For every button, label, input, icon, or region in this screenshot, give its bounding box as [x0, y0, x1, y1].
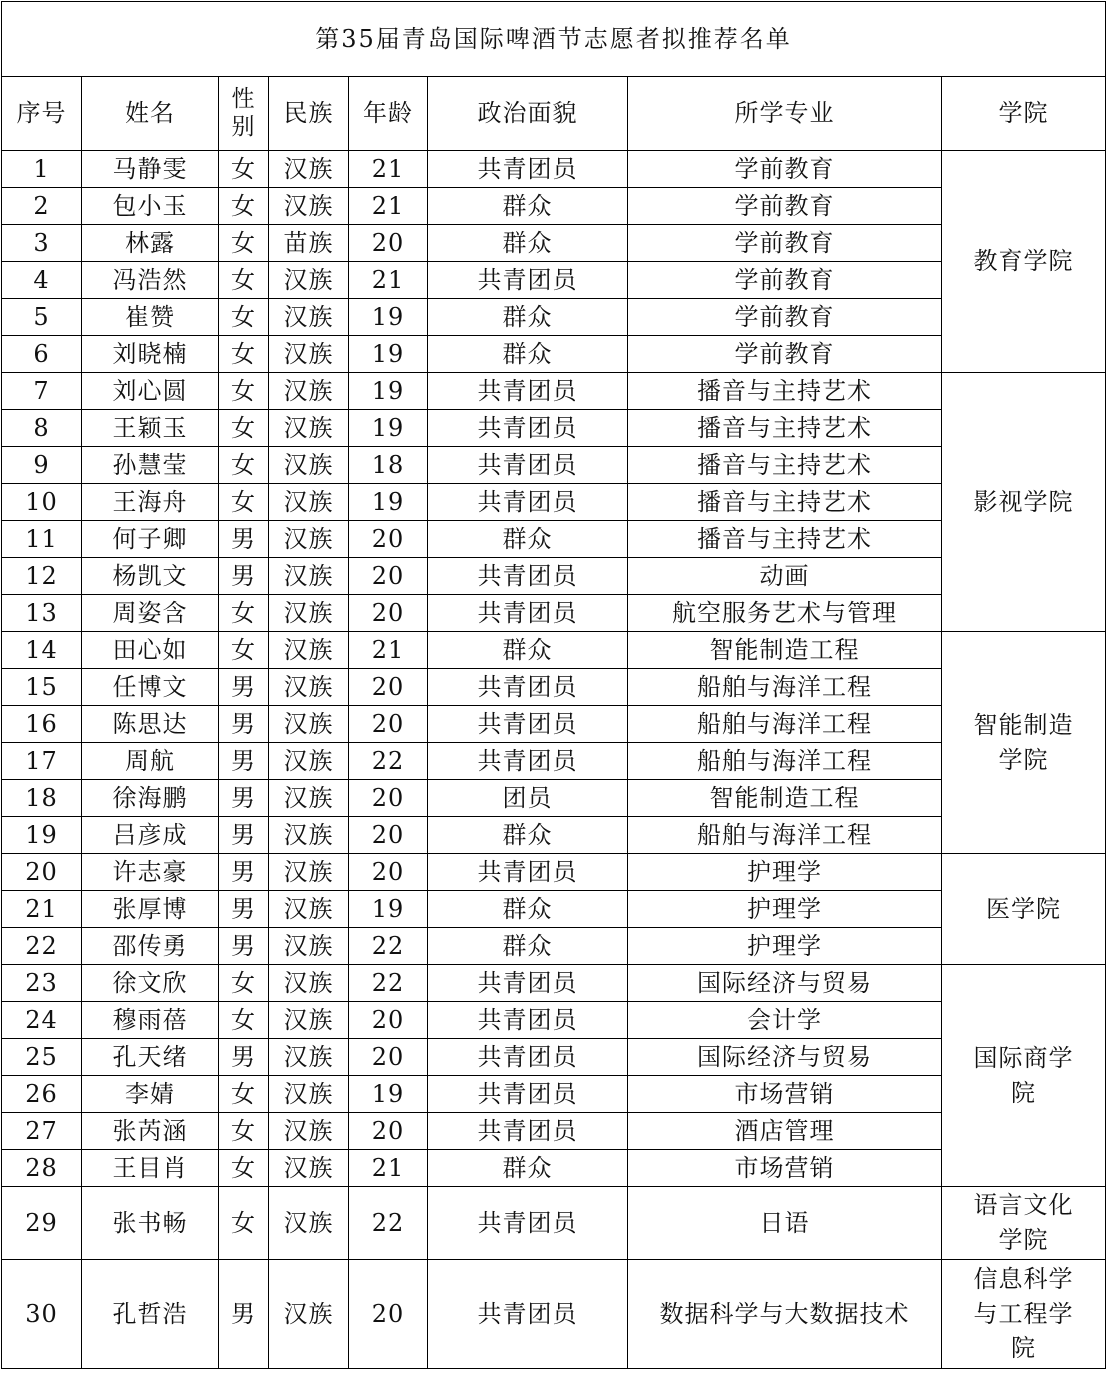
table-row [2, 299, 1106, 336]
cell-age: 22 [349, 743, 428, 780]
cell-political-status: 群众 [428, 891, 628, 928]
cell-major: 会计学 [628, 1002, 942, 1039]
cell-political-status: 群众 [428, 336, 628, 373]
cell-ethnicity: 汉族 [269, 1150, 349, 1187]
cell-number: 11 [2, 521, 82, 558]
cell-age: 20 [349, 854, 428, 891]
cell-political-status: 共青团员 [428, 595, 628, 632]
cell-age: 22 [349, 965, 428, 1002]
cell-age: 19 [349, 891, 428, 928]
cell-major: 播音与主持艺术 [628, 410, 942, 447]
cell-major: 播音与主持艺术 [628, 484, 942, 521]
cell-gender: 男 [219, 1039, 269, 1076]
cell-ethnicity: 汉族 [269, 780, 349, 817]
cell-major: 学前教育 [628, 225, 942, 262]
table-row [2, 262, 1106, 299]
cell-political-status: 群众 [428, 299, 628, 336]
cell-political-status: 共青团员 [428, 965, 628, 1002]
header-number: 序号 [2, 77, 82, 151]
cell-gender: 女 [219, 373, 269, 410]
cell-ethnicity: 汉族 [269, 1039, 349, 1076]
cell-number: 12 [2, 558, 82, 595]
table-row [2, 151, 1106, 188]
cell-college: 信息科学 与工程学 院 [942, 1260, 1106, 1369]
cell-gender: 男 [219, 780, 269, 817]
cell-name: 穆雨蓓 [82, 1002, 219, 1039]
cell-number: 17 [2, 743, 82, 780]
table-row [2, 706, 1106, 743]
cell-major: 动画 [628, 558, 942, 595]
table-row [2, 743, 1106, 780]
table-row [2, 854, 1106, 891]
volunteer-list-table [1, 1, 1106, 1369]
cell-gender: 女 [219, 262, 269, 299]
cell-major: 智能制造工程 [628, 780, 942, 817]
cell-political-status: 共青团员 [428, 410, 628, 447]
cell-name: 王颖玉 [82, 410, 219, 447]
cell-ethnicity: 苗族 [269, 225, 349, 262]
cell-number: 15 [2, 669, 82, 706]
cell-political-status: 共青团员 [428, 373, 628, 410]
cell-name: 王海舟 [82, 484, 219, 521]
table-row [2, 595, 1106, 632]
header-row [2, 77, 1106, 151]
cell-ethnicity: 汉族 [269, 669, 349, 706]
cell-political-status: 共青团员 [428, 1260, 628, 1369]
cell-name: 徐海鹏 [82, 780, 219, 817]
table-row [2, 1187, 1106, 1260]
cell-age: 20 [349, 225, 428, 262]
cell-age: 21 [349, 188, 428, 225]
cell-age: 20 [349, 1039, 428, 1076]
cell-name: 邵传勇 [82, 928, 219, 965]
cell-age: 19 [349, 336, 428, 373]
cell-gender: 男 [219, 669, 269, 706]
cell-gender: 男 [219, 521, 269, 558]
header-political-status: 政治面貌 [428, 77, 628, 151]
cell-college: 国际商学 院 [942, 965, 1106, 1187]
cell-number: 9 [2, 447, 82, 484]
cell-name: 任博文 [82, 669, 219, 706]
cell-name: 徐文欣 [82, 965, 219, 1002]
cell-gender: 女 [219, 1187, 269, 1260]
cell-ethnicity: 汉族 [269, 743, 349, 780]
cell-name: 孔天绪 [82, 1039, 219, 1076]
cell-gender: 女 [219, 447, 269, 484]
cell-college: 语言文化 学院 [942, 1187, 1106, 1260]
table-row [2, 632, 1106, 669]
table-row [2, 1113, 1106, 1150]
cell-major: 船舶与海洋工程 [628, 743, 942, 780]
cell-gender: 女 [219, 188, 269, 225]
cell-age: 20 [349, 1002, 428, 1039]
cell-age: 19 [349, 1076, 428, 1113]
cell-age: 21 [349, 262, 428, 299]
cell-number: 23 [2, 965, 82, 1002]
cell-gender: 女 [219, 595, 269, 632]
table-row [2, 669, 1106, 706]
cell-gender: 男 [219, 891, 269, 928]
cell-gender: 女 [219, 151, 269, 188]
cell-major: 智能制造工程 [628, 632, 942, 669]
cell-number: 29 [2, 1187, 82, 1260]
cell-name: 何子卿 [82, 521, 219, 558]
cell-name: 周姿含 [82, 595, 219, 632]
cell-ethnicity: 汉族 [269, 336, 349, 373]
cell-number: 3 [2, 225, 82, 262]
cell-name: 吕彦成 [82, 817, 219, 854]
header-major: 所学专业 [628, 77, 942, 151]
header-age: 年龄 [349, 77, 428, 151]
cell-number: 7 [2, 373, 82, 410]
cell-age: 20 [349, 1260, 428, 1369]
cell-college: 影视学院 [942, 373, 1106, 632]
cell-political-status: 群众 [428, 632, 628, 669]
cell-gender: 女 [219, 1076, 269, 1113]
cell-political-status: 共青团员 [428, 151, 628, 188]
cell-gender: 男 [219, 817, 269, 854]
table-row [2, 336, 1106, 373]
cell-political-status: 群众 [428, 928, 628, 965]
cell-name: 林露 [82, 225, 219, 262]
table-row [2, 928, 1106, 965]
cell-age: 19 [349, 410, 428, 447]
cell-ethnicity: 汉族 [269, 1113, 349, 1150]
cell-political-status: 群众 [428, 1150, 628, 1187]
table-row [2, 521, 1106, 558]
cell-major: 船舶与海洋工程 [628, 706, 942, 743]
cell-major: 酒店管理 [628, 1113, 942, 1150]
cell-major: 数据科学与大数据技术 [628, 1260, 942, 1369]
cell-political-status: 共青团员 [428, 1002, 628, 1039]
cell-ethnicity: 汉族 [269, 1187, 349, 1260]
cell-political-status: 共青团员 [428, 1039, 628, 1076]
cell-name: 杨凯文 [82, 558, 219, 595]
cell-name: 刘心圆 [82, 373, 219, 410]
cell-name: 田心如 [82, 632, 219, 669]
cell-ethnicity: 汉族 [269, 1076, 349, 1113]
cell-ethnicity: 汉族 [269, 188, 349, 225]
table-row [2, 373, 1106, 410]
cell-number: 1 [2, 151, 82, 188]
cell-age: 21 [349, 632, 428, 669]
cell-gender: 女 [219, 1150, 269, 1187]
cell-college: 智能制造 学院 [942, 632, 1106, 854]
cell-gender: 女 [219, 1002, 269, 1039]
header-ethnicity: 民族 [269, 77, 349, 151]
cell-name: 马静雯 [82, 151, 219, 188]
cell-ethnicity: 汉族 [269, 521, 349, 558]
cell-age: 20 [349, 1113, 428, 1150]
cell-gender: 女 [219, 299, 269, 336]
cell-political-status: 群众 [428, 188, 628, 225]
cell-name: 包小玉 [82, 188, 219, 225]
cell-ethnicity: 汉族 [269, 854, 349, 891]
table-row [2, 817, 1106, 854]
cell-number: 8 [2, 410, 82, 447]
cell-age: 20 [349, 669, 428, 706]
cell-age: 19 [349, 484, 428, 521]
cell-gender: 女 [219, 225, 269, 262]
cell-gender: 女 [219, 484, 269, 521]
cell-gender: 男 [219, 928, 269, 965]
table-row [2, 410, 1106, 447]
cell-major: 市场营销 [628, 1076, 942, 1113]
cell-age: 20 [349, 595, 428, 632]
cell-major: 船舶与海洋工程 [628, 669, 942, 706]
cell-age: 20 [349, 780, 428, 817]
cell-major: 船舶与海洋工程 [628, 817, 942, 854]
cell-name: 张厚博 [82, 891, 219, 928]
cell-ethnicity: 汉族 [269, 595, 349, 632]
cell-number: 6 [2, 336, 82, 373]
cell-ethnicity: 汉族 [269, 558, 349, 595]
cell-number: 16 [2, 706, 82, 743]
cell-age: 19 [349, 299, 428, 336]
cell-political-status: 共青团员 [428, 447, 628, 484]
cell-ethnicity: 汉族 [269, 262, 349, 299]
cell-political-status: 共青团员 [428, 1187, 628, 1260]
table-row [2, 891, 1106, 928]
table-row [2, 780, 1106, 817]
cell-name: 李婧 [82, 1076, 219, 1113]
cell-gender: 女 [219, 410, 269, 447]
cell-ethnicity: 汉族 [269, 965, 349, 1002]
cell-number: 4 [2, 262, 82, 299]
cell-major: 学前教育 [628, 262, 942, 299]
cell-age: 18 [349, 447, 428, 484]
cell-gender: 女 [219, 632, 269, 669]
table-row [2, 1150, 1106, 1187]
cell-number: 21 [2, 891, 82, 928]
cell-political-status: 共青团员 [428, 262, 628, 299]
cell-ethnicity: 汉族 [269, 410, 349, 447]
table-row [2, 558, 1106, 595]
cell-gender: 男 [219, 743, 269, 780]
cell-name: 冯浩然 [82, 262, 219, 299]
cell-political-status: 群众 [428, 817, 628, 854]
cell-number: 19 [2, 817, 82, 854]
cell-number: 20 [2, 854, 82, 891]
cell-name: 孔哲浩 [82, 1260, 219, 1369]
document-title: 第35届青岛国际啤酒节志愿者拟推荐名单 [2, 2, 1106, 77]
cell-number: 14 [2, 632, 82, 669]
cell-major: 市场营销 [628, 1150, 942, 1187]
cell-name: 张芮涵 [82, 1113, 219, 1150]
cell-political-status: 共青团员 [428, 558, 628, 595]
cell-age: 20 [349, 817, 428, 854]
cell-age: 22 [349, 928, 428, 965]
table-row [2, 1076, 1106, 1113]
cell-number: 18 [2, 780, 82, 817]
cell-political-status: 群众 [428, 225, 628, 262]
cell-name: 王目肖 [82, 1150, 219, 1187]
cell-number: 25 [2, 1039, 82, 1076]
cell-name: 张书畅 [82, 1187, 219, 1260]
cell-gender: 女 [219, 965, 269, 1002]
table-row [2, 965, 1106, 1002]
cell-gender: 女 [219, 336, 269, 373]
cell-number: 10 [2, 484, 82, 521]
cell-age: 21 [349, 1150, 428, 1187]
cell-major: 学前教育 [628, 336, 942, 373]
cell-number: 30 [2, 1260, 82, 1369]
cell-ethnicity: 汉族 [269, 151, 349, 188]
table-row [2, 225, 1106, 262]
cell-number: 2 [2, 188, 82, 225]
cell-age: 19 [349, 373, 428, 410]
table-row [2, 1039, 1106, 1076]
cell-number: 28 [2, 1150, 82, 1187]
cell-major: 播音与主持艺术 [628, 373, 942, 410]
cell-gender: 男 [219, 558, 269, 595]
cell-ethnicity: 汉族 [269, 632, 349, 669]
cell-political-status: 群众 [428, 521, 628, 558]
cell-age: 22 [349, 1187, 428, 1260]
cell-political-status: 团员 [428, 780, 628, 817]
cell-age: 20 [349, 521, 428, 558]
header-gender [219, 77, 269, 151]
cell-ethnicity: 汉族 [269, 373, 349, 410]
cell-major: 学前教育 [628, 151, 942, 188]
cell-ethnicity: 汉族 [269, 817, 349, 854]
cell-gender: 男 [219, 1260, 269, 1369]
cell-major: 日语 [628, 1187, 942, 1260]
cell-ethnicity: 汉族 [269, 1260, 349, 1369]
cell-political-status: 共青团员 [428, 669, 628, 706]
cell-major: 播音与主持艺术 [628, 447, 942, 484]
cell-ethnicity: 汉族 [269, 447, 349, 484]
cell-ethnicity: 汉族 [269, 928, 349, 965]
header-gender-label: 性 别 [231, 85, 256, 140]
cell-political-status: 共青团员 [428, 854, 628, 891]
title-row [2, 2, 1106, 77]
cell-ethnicity: 汉族 [269, 706, 349, 743]
cell-major: 播音与主持艺术 [628, 521, 942, 558]
cell-ethnicity: 汉族 [269, 891, 349, 928]
cell-major: 国际经济与贸易 [628, 1039, 942, 1076]
cell-name: 陈思达 [82, 706, 219, 743]
cell-college: 医学院 [942, 854, 1106, 965]
cell-number: 27 [2, 1113, 82, 1150]
cell-name: 崔赞 [82, 299, 219, 336]
table-row [2, 1002, 1106, 1039]
cell-college: 教育学院 [942, 151, 1106, 373]
cell-ethnicity: 汉族 [269, 1002, 349, 1039]
table-row [2, 1260, 1106, 1369]
cell-major: 护理学 [628, 854, 942, 891]
table-body [2, 151, 1106, 1369]
cell-major: 学前教育 [628, 188, 942, 225]
cell-major: 国际经济与贸易 [628, 965, 942, 1002]
table-row [2, 188, 1106, 225]
cell-major: 护理学 [628, 891, 942, 928]
cell-name: 刘晓楠 [82, 336, 219, 373]
cell-name: 孙慧莹 [82, 447, 219, 484]
cell-number: 26 [2, 1076, 82, 1113]
cell-name: 许志豪 [82, 854, 219, 891]
cell-political-status: 共青团员 [428, 743, 628, 780]
cell-number: 13 [2, 595, 82, 632]
cell-gender: 女 [219, 1113, 269, 1150]
cell-major: 护理学 [628, 928, 942, 965]
cell-name: 周航 [82, 743, 219, 780]
cell-number: 24 [2, 1002, 82, 1039]
cell-number: 5 [2, 299, 82, 336]
table-row [2, 484, 1106, 521]
table-row [2, 447, 1106, 484]
cell-ethnicity: 汉族 [269, 484, 349, 521]
cell-age: 21 [349, 151, 428, 188]
cell-major: 航空服务艺术与管理 [628, 595, 942, 632]
header-college: 学院 [942, 77, 1106, 151]
header-name: 姓名 [82, 77, 219, 151]
cell-age: 20 [349, 706, 428, 743]
cell-number: 22 [2, 928, 82, 965]
cell-gender: 男 [219, 706, 269, 743]
cell-political-status: 共青团员 [428, 484, 628, 521]
cell-political-status: 共青团员 [428, 1076, 628, 1113]
cell-political-status: 共青团员 [428, 706, 628, 743]
cell-age: 20 [349, 558, 428, 595]
cell-gender: 男 [219, 854, 269, 891]
cell-ethnicity: 汉族 [269, 299, 349, 336]
cell-political-status: 共青团员 [428, 1113, 628, 1150]
cell-major: 学前教育 [628, 299, 942, 336]
